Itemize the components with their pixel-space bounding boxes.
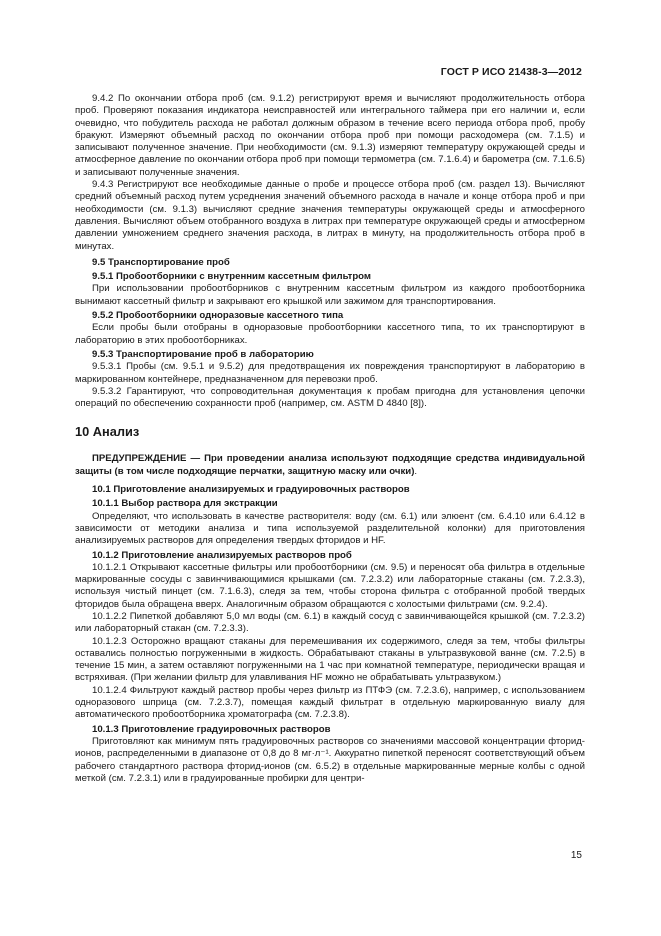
page-number: 15 [570, 850, 582, 861]
paragraph: При использовании пробоотборников с внутренним кассетным фильтром из каждого пробоотборника вынимают кассетный фильтр и закрывают его крышкой или зажимом для транспортирования. [75, 283, 585, 307]
paragraph: 9.5.3.1 Пробы (см. 9.5.1 и 9.5.2) для предотвращения их повреждения транспортируют в лабораторию в маркированном контейнере, предназначенном для перевозки проб. [75, 361, 585, 385]
paragraph: Если пробы были отобраны в одноразовые пробоотборники кассетного типа, то их транспортируют в лабораторию в этих пробоотборниках. [75, 322, 585, 346]
paragraph: 10.1.2.3 Осторожно вращают стаканы для перемешивания их содержимого, следя за тем, чтобы фильтры оставались полностью погруженными в жидкость. Обрабатывают стаканы в ультразвуковой ванне (см. 7.2.5) в течение 15 мин, а затем оставляют погруженными на 1 час при комнатной температуре, периодически вращая и встряхивая. (При желании фильтр для улавливания HF можно не обрабатывать ультразвуком.) [75, 635, 585, 684]
paragraph: 9.4.3 Регистрируют все необходимые данные о пробе и процессе отбора проб (см. раздел 13). Вычисляют средний объемный расход путем усреднения значений объемного расхода в начале и конце отбора проб и при необходимости (см. 9.1.3) вычисляют средние значения температуры окружающей среды и атмосферного давления. Вычисляют объем отобранного воздуха в литрах при температуре окружающей среды и атмосферном давлении умножением среднего значения расхода, в литрах в минуту, на продолжительность отбора проб в минутах. [75, 179, 585, 252]
subsection-heading: 9.5.3 Транспортирование проб в лабораторию [92, 348, 314, 360]
subsection-heading: 9.5.1 Пробоотборники с внутренним кассетным фильтром [92, 271, 372, 283]
warning-paragraph [75, 453, 585, 478]
paragraph: Приготовляют как минимум пять градуировочных растворов со значениями массовой концентрации фторид-ионов, распределенными в диапазоне от 0,8 до 8 мг·л⁻¹. Аккуратно пипеткой переносят соответствующий объем рабочего стандартного раствора фторид-ионов (см. 6.5.2) в отдельные маркированные мерные колбы с одной меткой (см. 7.2.3.1) или в градуированные пробирки для центри- [75, 735, 585, 784]
subsection-heading: 10.1.3 Приготовление градуировочных растворов [92, 723, 331, 735]
warning-text: ПРЕДУПРЕЖДЕНИЕ — При проведении анализа используют подходящие средства индивидуальной защиты (в том числе подходящие перчатки, защитную маску или очки) [75, 453, 585, 477]
paragraph: 10.1.2.2 Пипеткой добавляют 5,0 мл воды (см. 6.1) в каждый сосуд с завинчивающейся крышкой (см. 7.2.3.2) или лабораторный стакан (см. 7.2.3.3). [75, 610, 585, 635]
section-heading: 9.5 Транспортирование проб [92, 256, 230, 268]
page-content [75, 93, 585, 785]
warning-tail: . [414, 465, 418, 477]
paragraph: 10.1.2.4 Фильтруют каждый раствор пробы через фильтр из ПТФЭ (см. 7.2.3.6), например, с использованием одноразового шприца (см. 7.2.3.7), помещая каждый фильтрат в отдельную маркированную виалу для автоматического пробоотборника хроматографа (см. 7.2.3.8). [75, 684, 585, 721]
paragraph: 10.1.2.1 Открывают кассетные фильтры или пробоотборники (см. 9.5) и переносят оба фильтра в отдельные маркированные сосуды с завинчивающимися крышками (см. 7.2.3.2) или лабораторные стаканы (см. 7.2.3.3), используя чистый пинцет (см. 7.1.6.3), следя за тем, чтобы сторона фильтра с отобранной пробой твердых фторидов была обращена вверх. Аналогичным образом обращаются с холостыми фильтрами (см. 9.2.4). [75, 561, 585, 610]
paragraph: 9.5.3.2 Гарантируют, что сопроводительная документация к пробам пригодна для установления цепочки операций по обеспечению сохранности проб (например, см. ASTM D 4840 [8]). [75, 385, 585, 410]
chapter-heading: 10 Анализ [75, 424, 140, 440]
document-id: ГОСТ Р ИСО 21438-3—2012 [440, 66, 582, 78]
paragraph: 9.4.2 По окончании отбора проб (см. 9.1.2) регистрируют время и вычисляют продолжительность отбора проб. Проверяют показания индикатора неисправностей или интегрального таймера при его наличии и, если очевидно, что побудитель расхода не работал должным образом в течение всего периода отбора проб, пробу бракуют. Измеряют объемный расход по окончании отбора проб при помощи расходомера (см. 7.1.5) и записывают полученное значение. При необходимости (см. 9.1.3) измеряют температуру окружающей среды и атмосферное давление по окончании отбора проб при помощи термометра (см. 7.1.6.4) и барометра (см. 7.1.6.5) и записывают полученные значения. [75, 93, 585, 178]
paragraph: Определяют, что использовать в качестве растворителя: воду (см. 6.1) или элюент (см. 6.4.10 или 6.4.12 в зависимости от методики анализа и типа используемой разделительной колонки) для приготовления анализируемых растворов для определения твердых фторидов и HF. [75, 510, 585, 547]
subsection-heading: 10.1.2 Приготовление анализируемых растворов проб [92, 549, 352, 561]
subsection-heading: 10.1.1 Выбор раствора для экстракции [92, 498, 278, 510]
subsection-heading: 9.5.2 Пробоотборники одноразовые кассетного типа [92, 310, 344, 322]
section-heading: 10.1 Приготовление анализируемых и градуировочных растворов [92, 484, 410, 496]
